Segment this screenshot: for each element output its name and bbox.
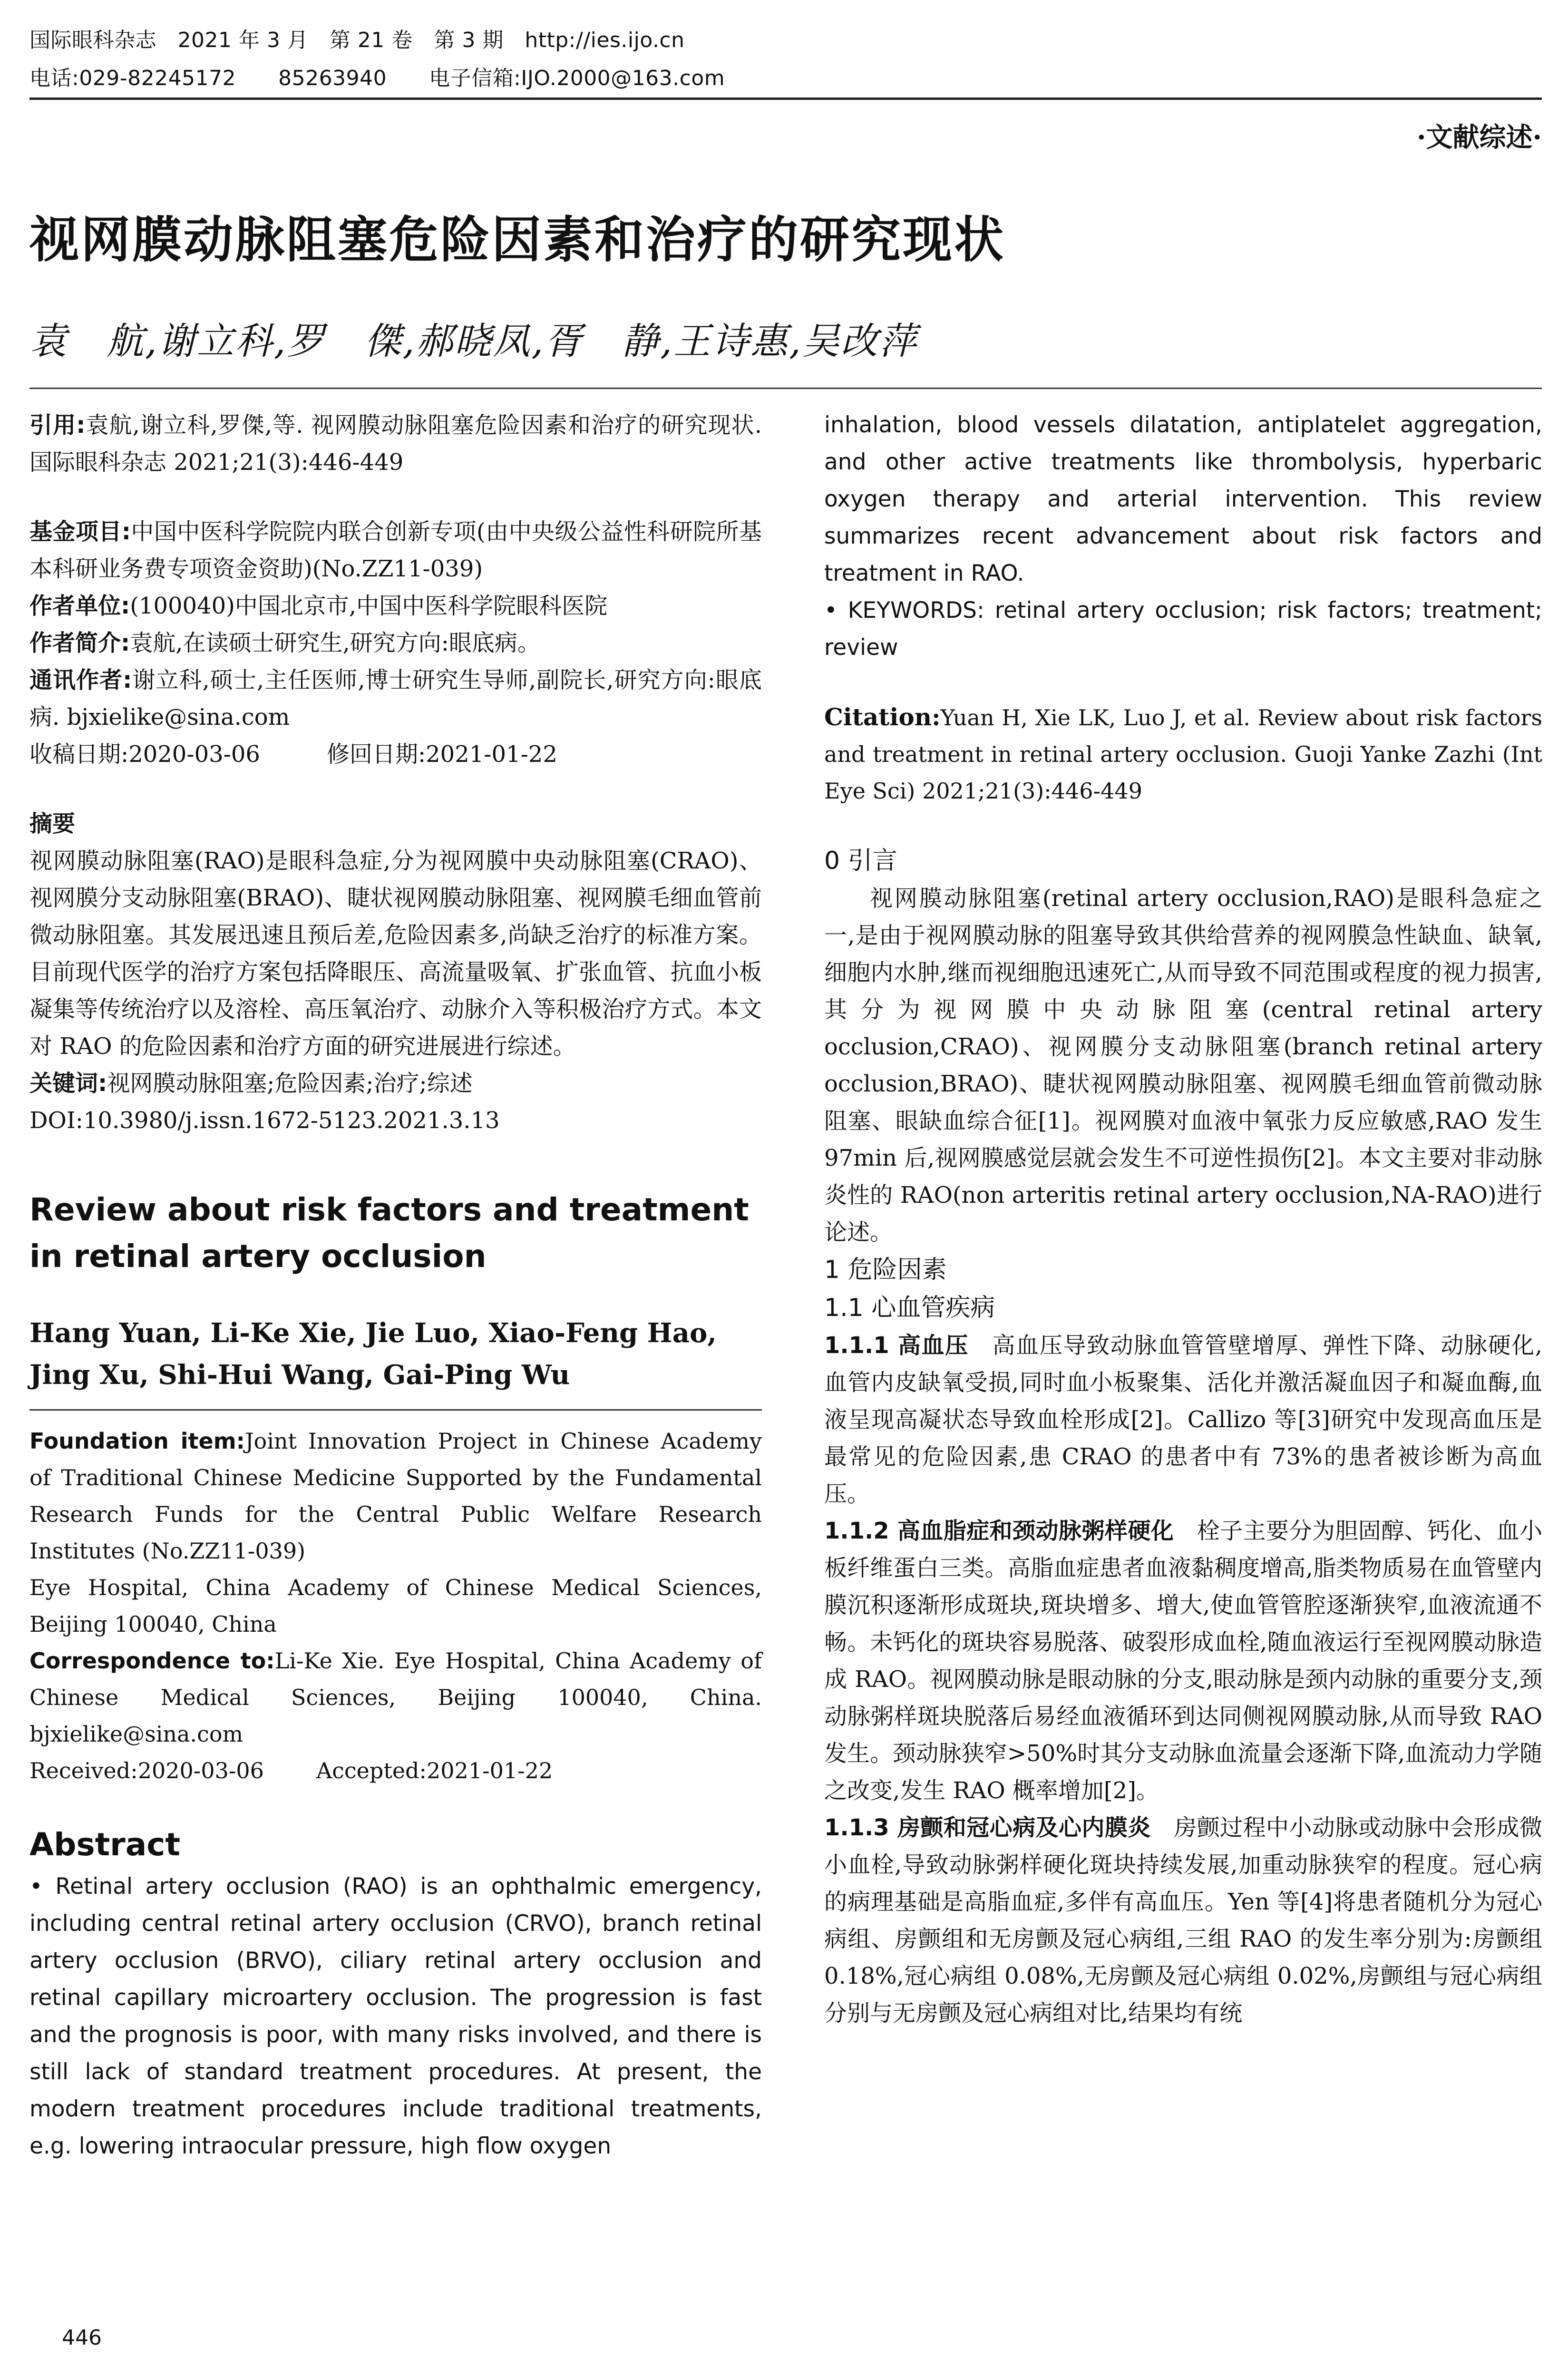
article-title: 视网膜动脉阻塞危险因素和治疗的研究现状 bbox=[29, 211, 1006, 269]
left-column bbox=[29, 407, 762, 2165]
english-correspondence: Correspondence to:Li-Ke Xie. Eye Hospital, China Academy of Chinese Medical Sciences, Beijing 100040, China. bjxielike@sina.com bbox=[29, 1648, 762, 1747]
title-rule bbox=[29, 388, 1542, 389]
section-tag: ·文献综述· bbox=[1417, 122, 1542, 153]
abstract-cn-heading: 摘要 bbox=[29, 810, 76, 837]
section-0-text: 视网膜动脉阻塞(retinal artery occlusion,RAO)是眼科急症之一,是由于视网膜动脉的阻塞导致其供给营养的视网膜急性缺血、缺氧,细胞内水肿,继而视细胞迅速死亡,从而导致不同范围或程度的视力损害,其分为视网膜中央动脉阻塞(central retinal artery occlusion,CRAO)、视网膜分支动脉阻塞(branch retinal artery occlusion,BRAO)、睫状视网膜动脉阻塞、视网膜毛细血管前微动脉阻塞、眼缺血综合征[1]。视网膜对血液中氧张力反应敏感,RAO 发生 97min 后,视网膜感觉层就会发生不可逆性损伤[2]。本文主要对非动脉炎性的 RAO(non arteritis retinal artery occlusion,NA-RAO)进行论述。 bbox=[824, 885, 1542, 1246]
section-1-heading: 1 危险因素 bbox=[824, 1256, 947, 1284]
dates-cn: 收稿日期:2020-03-06 修回日期:2021-01-22 bbox=[29, 741, 557, 768]
keywords-cn: 关键词:视网膜动脉阻塞;危险因素;治疗;综述 bbox=[29, 1070, 473, 1097]
author-bio-cn: 作者简介:袁航,在读硕士研究生,研究方向:眼底病。 bbox=[29, 630, 540, 656]
abstract-en-part2: inhalation, blood vessels dilatation, antiplatelet aggregation, and other active treatments like thrombolysis, hyperbaric oxygen therapy and arterial intervention. This review summarizes recent advancement about risk factors and treatment in RAO. bbox=[824, 412, 1542, 586]
english-foundation: Foundation item:Joint Innovation Project in Chinese Academy of Traditional Chinese Medicine Supported by the Fundamental Research Funds for the Central Public Welfare Research Institutes (No.ZZ11-039) bbox=[29, 1428, 762, 1564]
author-list: 袁 航,谢立科,罗 傑,郝晓凤,胥 静,王诗惠,吴改萍 bbox=[29, 320, 918, 363]
keywords-en: • KEYWORDS: retinal artery occlusion; risk factors; treatment; review bbox=[824, 597, 1542, 661]
right-column bbox=[824, 407, 1542, 2032]
doi: DOI:10.3980/j.issn.1672-5123.2021.3.13 bbox=[29, 1107, 500, 1134]
correspondence-cn: 通讯作者:谢立科,硕士,主任医师,博士研究生导师,副院长,研究方向:眼底病. bjxielike@sina.com bbox=[29, 667, 762, 731]
section-1-1-heading: 1.1 心血管疾病 bbox=[824, 1294, 995, 1322]
english-authors: Hang Yuan, Li-Ke Xie, Jie Luo, Xiao-Feng Hao, Jing Xu, Shi-Hui Wang, Gai-Ping Wu bbox=[29, 1317, 717, 1391]
english-dates: Received:2020-03-06 Accepted:2021-01-22 bbox=[29, 1758, 553, 1783]
journal-header-line1: 国际眼科杂志 2021 年 3 月 第 21 卷 第 3 期 http://ies.ijo.cn bbox=[29, 28, 685, 52]
header-rule bbox=[29, 97, 1542, 100]
abstract-en-part1: • Retinal artery occlusion (RAO) is an ophthalmic emergency, including central retinal artery occlusion (CRVO), branch retinal artery occlusion (BRVO), ciliary retinal artery occlusion and retinal capillary microartery occlusion. The progression is fast and the prognosis is poor, with many risks involved, and there is still lack of standard treatment procedures. At present, the modern treatment procedures include traditional treatments, e.g. lowering intraocular pressure, high flow oxygen bbox=[29, 1873, 762, 2159]
page-number: 446 bbox=[62, 2326, 102, 2350]
abstract-en-heading: Abstract bbox=[29, 1826, 180, 1863]
section-1-1-1: 1.1.1 高血压 高血压导致动脉血管管壁增厚、弹性下降、动脉硬化,血管内皮缺氧受损,同时血小板聚集、活化并激活凝血因子和凝血酶,血液呈现高凝状态导致血栓形成[2]。Callizo 等[3]研究中发现高血压是最常见的危险因素,患 CRAO 的患者中有 73%的患者被诊断为高血压。 bbox=[824, 1332, 1542, 1507]
citation-en: Citation:Yuan H, Xie LK, Luo J, et al. Review about risk factors and treatment in retinal artery occlusion. Guoji Yanke Zazhi (Int Eye Sci) 2021;21(3):446-449 bbox=[824, 703, 1542, 804]
section-1-1-3: 1.1.3 房颤和冠心病及心内膜炎 房颤过程中小动脉或动脉中会形成微小血栓,导致动脉粥样硬化斑块持续发展,加重动脉狭窄的程度。冠心病的病理基础是高脂血症,多伴有高血压。Yen 等[4]将患者随机分为冠心病组、房颤组和无房颤及冠心病组,三组 RAO 的发生率分别为:房颤组 0.18%,冠心病组 0.08%,无房颤及冠心病组 0.02%,房颤组与冠心病组分别与无房颤及冠心病组对比,结果均有统 bbox=[824, 1814, 1542, 2026]
english-title: Review about risk factors and treatment in retinal artery occlusion bbox=[29, 1191, 749, 1275]
journal-header-line2: 电话:029-82245172 85263940 电子信箱:IJO.2000@163.com bbox=[29, 66, 725, 90]
section-1-1-2: 1.1.2 高血脂症和颈动脉粥样硬化 栓子主要分为胆固醇、钙化、血小板纤维蛋白三类。高脂血症患者血液黏稠度增高,脂类物质易在血管壁内膜沉积逐渐形成斑块,斑块增多、增大,使血管管腔逐渐狭窄,血液流通不畅。未钙化的斑块容易脱落、破裂形成血栓,随血液运行至视网膜动脉造成 RAO。视网膜动脉是眼动脉的分支,眼动脉是颈内动脉的重要分支,颈动脉粥样斑块脱落后易经血液循环到达同侧视网膜动脉,从而导致 RAO 发生。颈动脉狭窄>50%时其分支动脉血流量会逐渐下降,血流动力学随之改变,发生 RAO 概率增加[2]。 bbox=[824, 1518, 1542, 1804]
abstract-cn: 视网膜动脉阻塞(RAO)是眼科急症,分为视网膜中央动脉阻塞(CRAO)、视网膜分支动脉阻塞(BRAO)、睫状视网膜动脉阻塞、视网膜毛细血管前微动脉阻塞。其发展迅速且预后差,危险因素多,尚缺乏治疗的标准方案。目前现代医学的治疗方案包括降眼压、高流量吸氧、扩张血管、抗血小板凝集等传统治疗以及溶栓、高压氧治疗、动脉介入等积极治疗方式。本文对 RAO 的危险因素和治疗方面的研究进展进行综述。 bbox=[29, 848, 762, 1060]
foundation-cn: 基金项目:中国中医科学院院内联合创新专项(由中央级公益性科研院所基本科研业务费专项资金资助)(No.ZZ11-039) bbox=[29, 518, 762, 582]
english-affiliation: Eye Hospital, China Academy of Chinese Medical Sciences, Beijing 100040, China bbox=[29, 1575, 762, 1637]
affiliation-cn: 作者单位:(100040)中国北京市,中国中医科学院眼科医院 bbox=[29, 593, 608, 619]
citation-cn: 引用:袁航,谢立科,罗傑,等. 视网膜动脉阻塞危险因素和治疗的研究现状. 国际眼科杂志 2021;21(3):446-449 bbox=[29, 412, 762, 476]
section-0-heading: 0 引言 bbox=[824, 847, 897, 875]
